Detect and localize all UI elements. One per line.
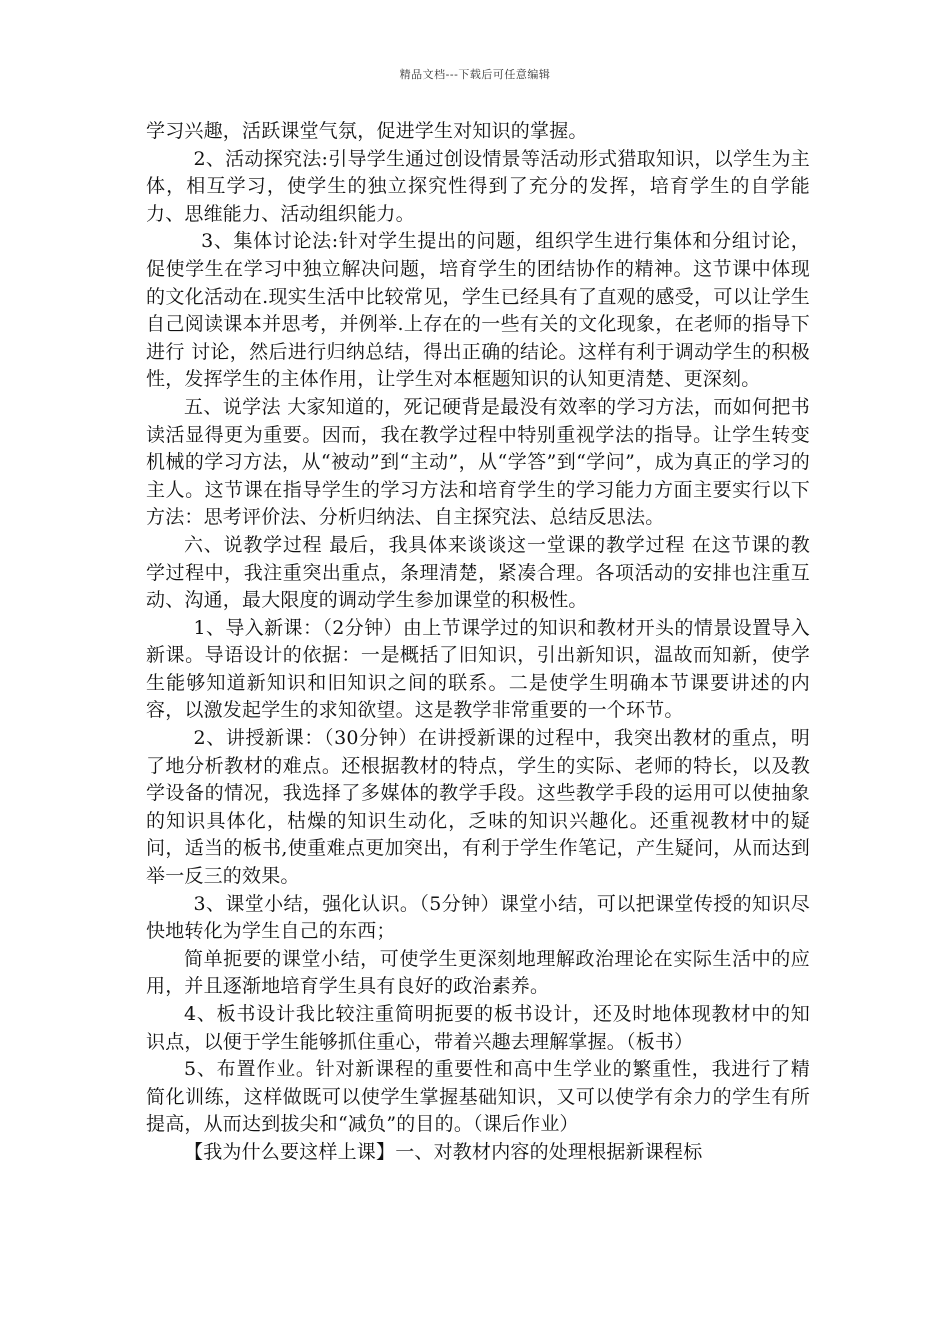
paragraph: 4、板书设计我比较注重简明扼要的板书设计，还及时地体现教材中的知识点，以便于学生能够抓住重心，带着兴趣去理解掌握。（板书） bbox=[146, 1003, 810, 1053]
paragraph: 3、集体讨论法:针对学生提出的问题，组织学生进行集体和分组讨论，促使学生在学习中独立解决问题，培育学生的团结协作的精神。这节课中体现的文化活动在.现实生活中比较常见，学生已经具有了直观的感受，可以让学生自己阅读课本并思考，并例举.上存在的一些有关的文化现象，在老师的指导下进行 讨论，然后进行归纳总结，得出正确的结论。这样有利于调动学生的积极性，发挥学生的主体作用，让学生对本框题知识的认知更清楚、更深刻。 bbox=[146, 230, 810, 391]
paragraph: 【我为什么要这样上课】一、对教材内容的处理根据新课程标 bbox=[184, 1140, 703, 1163]
page-header: 精品文档---下载后可任意编辑 bbox=[399, 68, 551, 81]
paragraph: 5、布置作业。针对新课程的重要性和高中生学业的繁重性，我进行了精简化训练，这样做既可以使学生掌握基础知识，又可以使学有余力的学生有所提高，从而达到拔尖和“减负”的目的。（课后作业） bbox=[146, 1058, 810, 1136]
paragraph: 六、说教学过程 最后，我具体来谈谈这一堂课的教学过程 在这节课的教学过程中，我注重突出重点，条理清楚，紧凑合理。各项活动的安排也注重互动、沟通，最大限度的调动学生参加课堂的积极性。 bbox=[146, 533, 810, 612]
paragraph: 学习兴趣，活跃课堂气氛，促进学生对知识的掌握。 bbox=[146, 120, 588, 142]
paragraph: 3、课堂小结，强化认识。（5分钟）课堂小结，可以把课堂传授的知识尽快地转化为学生自己的东西； bbox=[146, 892, 810, 943]
document-body bbox=[146, 118, 810, 1167]
paragraph: 2、讲授新课：（30分钟）在讲授新课的过程中，我突出教材的重点，明了地分析教材的难点。还根据教材的特点，学生的实际、老师的特长，以及教学设备的情况，我选择了多媒体的教学手段。这些教学手段的运用可以使抽象的知识具体化，枯燥的知识生动化，乏味的知识兴趣化。还重视教材中的疑问，适当的板书,使重难点更加突出，有利于学生作笔记，产生疑问，从而达到举一反三的效果。 bbox=[146, 727, 810, 888]
paragraph: 1、导入新课：（2分钟）由上节课学过的知识和教材开头的情景设置导入新课。导语设计的依据：一是概括了旧知识，引出新知识，温故而知新，使学生能够知道新知识和旧知识之间的联系。二是使学生明确本节课要讲述的内容，以激发起学生的求知欲望。这是教学非常重要的一个环节。 bbox=[146, 616, 810, 722]
paragraph: 五、说学法 大家知道的，死记硬背是最没有效率的学习方法，而如何把书读活显得更为重要。因而，我在教学过程中特别重视学法的指导。让学生转变机械的学习方法，从“被动”到“主动”，从“学答”到“学问”，成为真正的学习的主人。这节课在指导学生的学习方法和培育学生的学习能力方面主要实行以下方法：思考评价法、分析归纳法、自主探究法、总结反思法。 bbox=[146, 395, 810, 529]
paragraph: 简单扼要的课堂小结，可使学生更深刻地理解政治理论在实际生活中的应用，并且逐渐地培育学生具有良好的政治素养。 bbox=[146, 947, 810, 998]
paragraph: 2、活动探究法:引导学生通过创设情景等活动形式猎取知识，以学生为主体，相互学习，使学生的独立探究性得到了充分的发挥，培育学生的自学能力、思维能力、活动组织能力。 bbox=[146, 147, 810, 225]
